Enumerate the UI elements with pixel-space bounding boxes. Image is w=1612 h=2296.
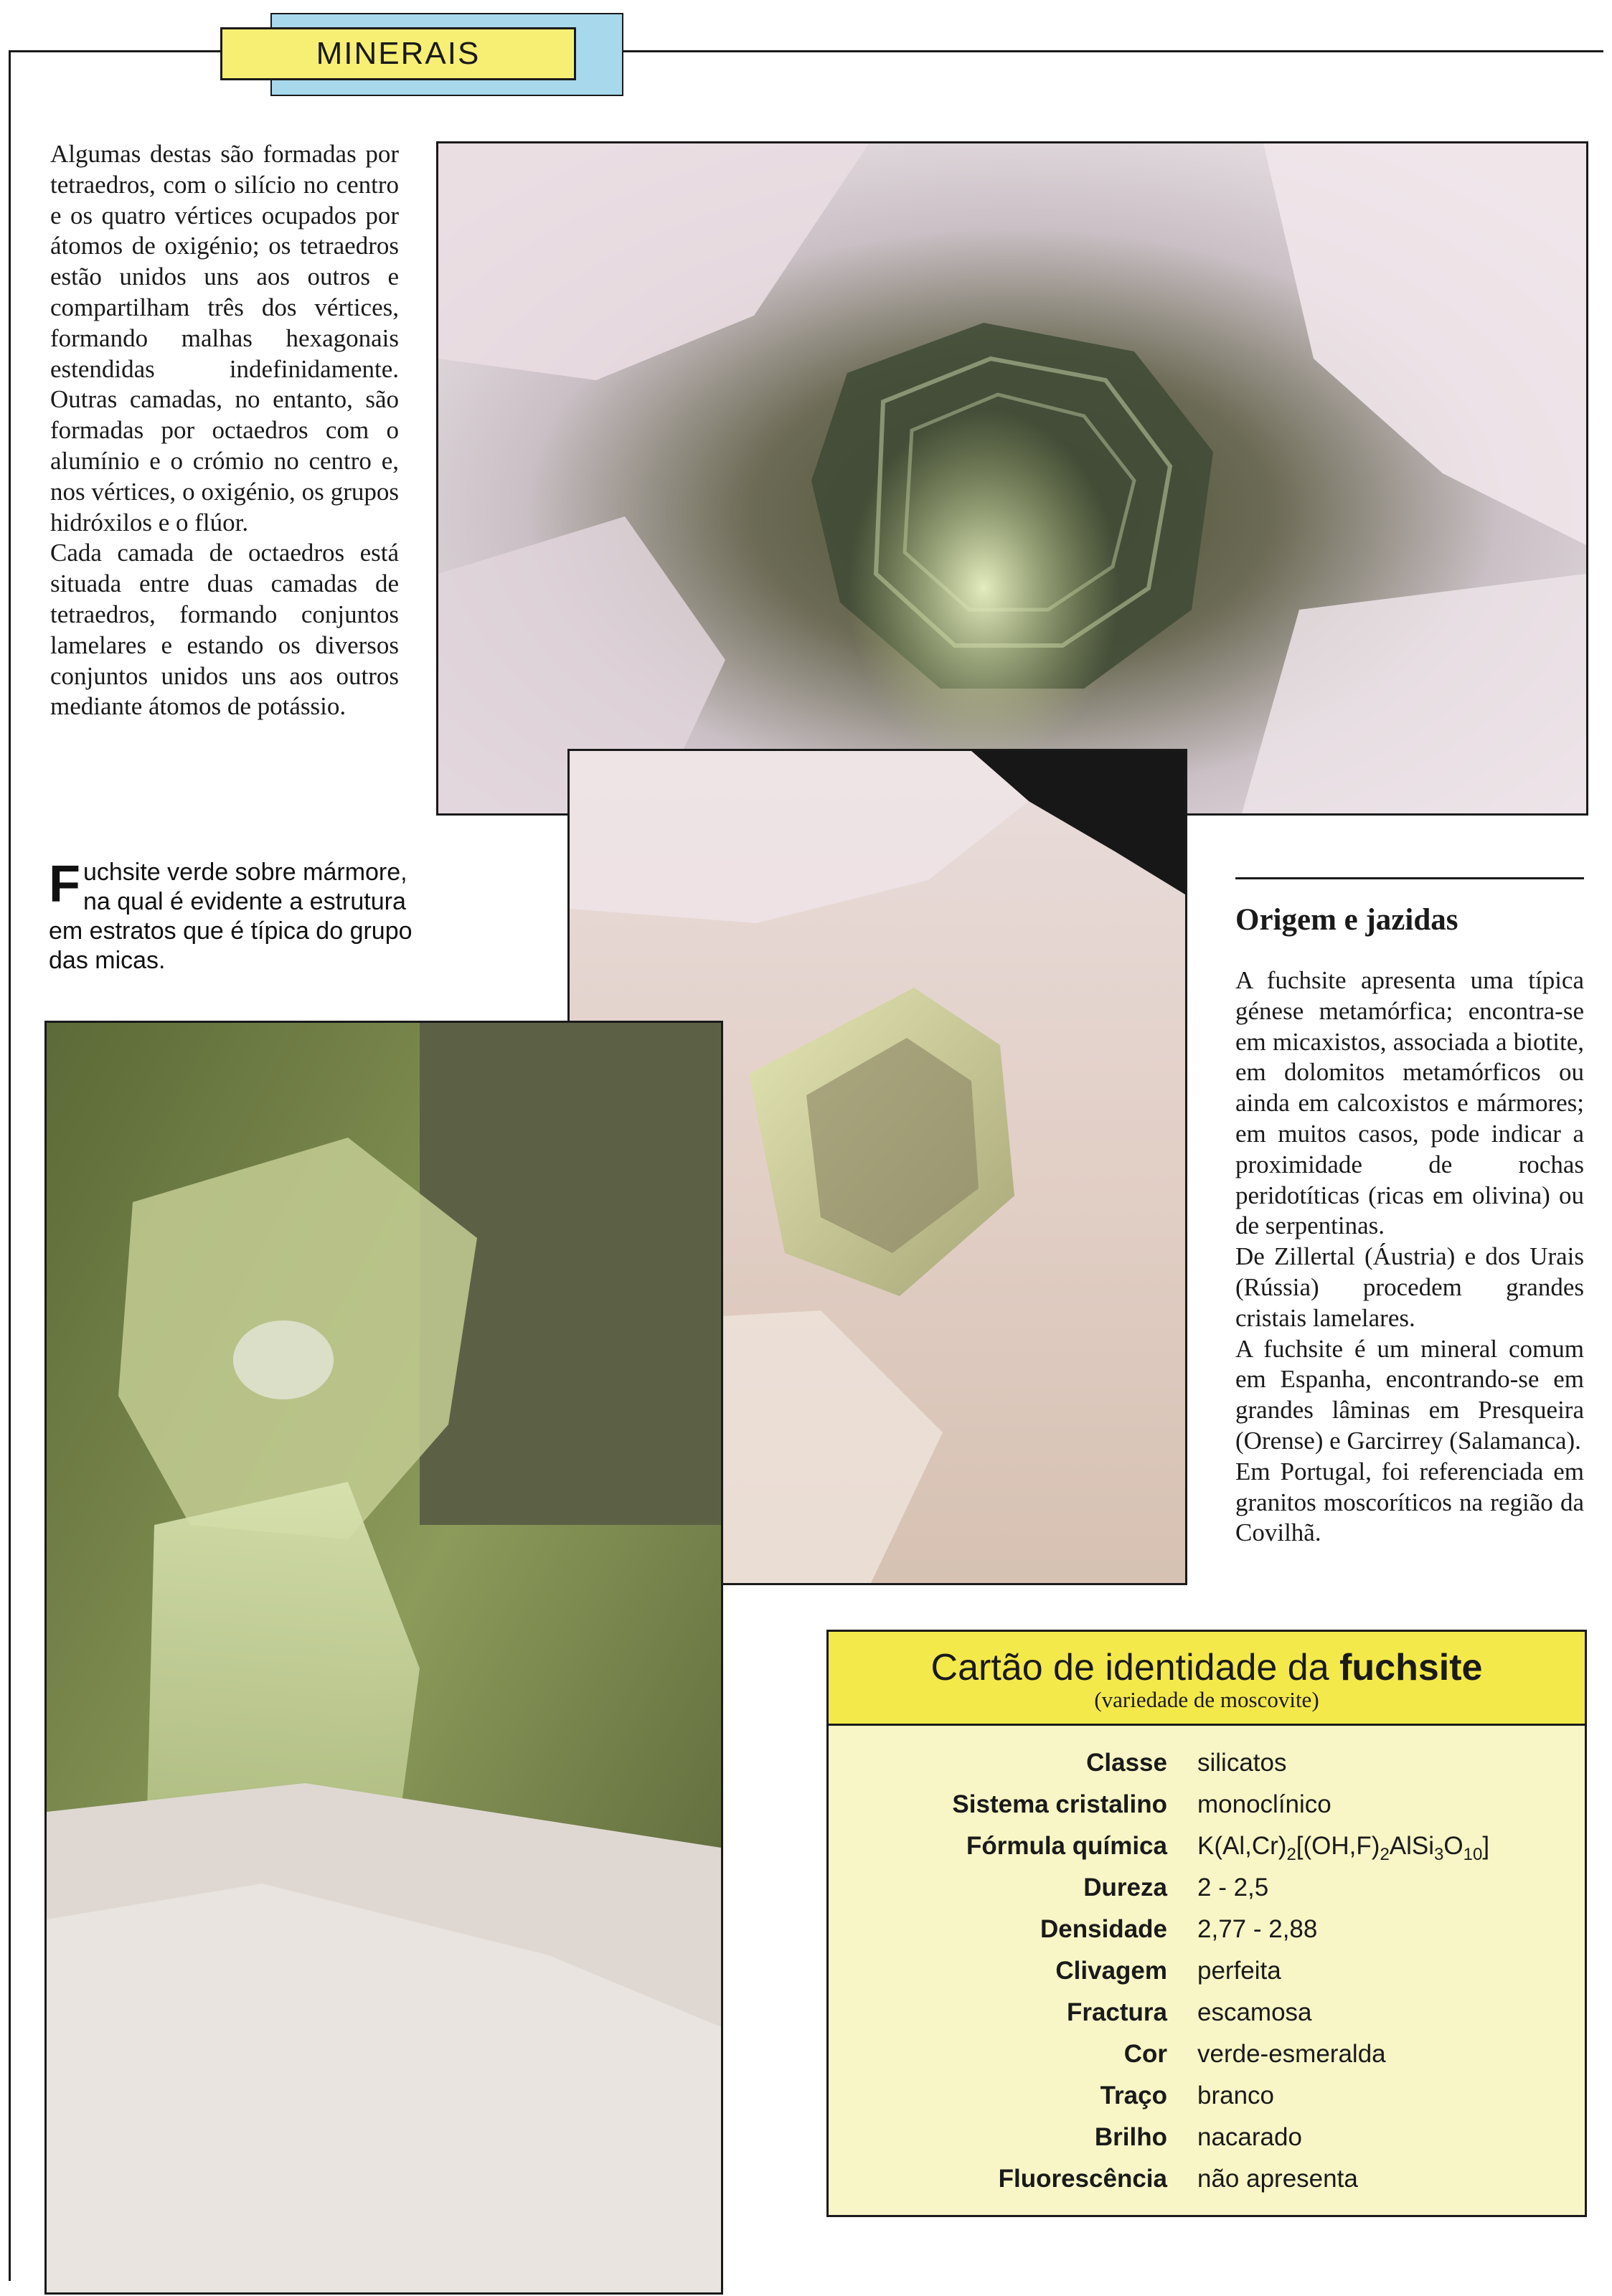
origin-paragraph: Em Portugal, foi referenciada em granitos moscoríticos na região da Covilhã. <box>1235 1457 1584 1547</box>
card-value: escamosa <box>1197 1998 1312 2026</box>
card-row <box>829 1867 1585 1909</box>
intro-text <box>50 139 399 722</box>
intro-paragraph: Algumas destas são formadas por tetraedros, com o silício no centro e os quatro vértices ocupados por átomos de oxigénio; os tetraedros estão unidos uns aos outros e compartilham três dos vértices, formando malhas hexagonais estendidas indefinidamente. Outras camadas, no entanto, são formadas por octaedros com o alumínio e o crómio no centro e, nos vértices, o oxigénio, os grupos hidróxilos e o flúor. <box>50 140 399 537</box>
card-key: Dureza <box>1083 1874 1167 1901</box>
photo-caption <box>49 858 429 975</box>
card-key: Fractura <box>1066 1998 1167 2026</box>
section-tab <box>220 27 576 80</box>
card-row <box>829 2033 1585 2075</box>
origin-paragraph: A fuchsite apresenta uma típica génese metamórfica; encontra-se em micaxistos, associada a biotite, em dolomitos metamórficos ou ainda em calcoxistos e mármores; em muitos casos, pode indicar a proximidade de rochas peridotíticas (ricas em olivina) ou de serpentinas. <box>1235 966 1584 1240</box>
card-value-formula: $K(Al,Cr)_2[(OH,F)_2AlSi_3O_{10}]$ <box>1197 1832 1490 1864</box>
left-margin-rule <box>9 50 11 2281</box>
identity-card-title-mineral: fuchsite <box>1339 1647 1483 1688</box>
photo-fuchsite-closeup <box>44 1021 723 2295</box>
identity-card-header <box>829 1632 1585 1726</box>
card-value: nacarado <box>1197 2123 1302 2151</box>
identity-card-title-prefix: Cartão de identidade da <box>930 1647 1340 1688</box>
intro-paragraph: Cada camada de octaedros está situada entre duas camadas de tetraedros, formando conjuntos lamelares e estando os diversos conjuntos unidos uns aos outros mediante átomos de potássio. <box>50 539 399 721</box>
origin-heading: Origem e jazidas <box>1235 903 1458 937</box>
card-key: Sistema cristalino <box>952 1790 1167 1818</box>
card-value: silicatos <box>1197 1749 1287 1777</box>
card-key: Fórmula química <box>966 1832 1167 1860</box>
card-value: verde-esmeralda <box>1197 2040 1386 2068</box>
card-row <box>829 2117 1585 2158</box>
identity-card-title <box>829 1648 1585 1688</box>
card-row <box>829 2158 1585 2200</box>
origin-rule <box>1235 877 1584 879</box>
card-value: 2 - 2,5 <box>1197 1874 1269 1901</box>
card-key: Cor <box>1123 2040 1167 2068</box>
card-row <box>829 2075 1585 2117</box>
header-rule-right <box>621 50 1603 52</box>
card-key: Brilho <box>1094 2123 1167 2151</box>
card-value: não apresenta <box>1197 2165 1358 2193</box>
caption-dropcap: F <box>49 856 80 913</box>
card-row <box>829 1825 1585 1867</box>
card-value: 2,77 - 2,88 <box>1197 1915 1318 1943</box>
card-row <box>829 1950 1585 1992</box>
photo-fuchsite-closeup-image <box>47 1023 721 2292</box>
card-row <box>829 1784 1585 1825</box>
section-label: MINERAIS <box>316 36 481 71</box>
card-value: perfeita <box>1197 1957 1281 1985</box>
card-key: Fluorescência <box>998 2165 1167 2193</box>
card-value: branco <box>1197 2082 1275 2110</box>
photo-fuchsite-pocket <box>436 141 1588 816</box>
origin-text <box>1235 965 1584 1549</box>
card-row <box>829 1992 1585 2033</box>
card-key: Classe <box>1086 1749 1167 1777</box>
caption-text: uchsite verde sobre mármore, na qual é evidente a estrutura em estratos que é típica do grupo das micas. <box>49 859 413 974</box>
header-rule-left <box>9 50 221 52</box>
card-key: Clivagem <box>1055 1957 1167 1985</box>
card-row <box>829 1909 1585 1950</box>
origin-paragraph: A fuchsite é um mineral comum em Espanha, encontrando-se em grandes lâminas em Presqueira (Orense) e Garcirrey (Salamanca). <box>1235 1334 1584 1455</box>
identity-card-subtitle: (variedade de moscovite) <box>1094 1687 1319 1712</box>
photo-fuchsite-pocket-image <box>438 143 1586 813</box>
card-row <box>829 1742 1585 1784</box>
origin-paragraph: De Zillertal (Áustria) e dos Urais (Rússia) procedem grandes cristais lamelares. <box>1235 1242 1584 1332</box>
card-key: Densidade <box>1040 1915 1167 1943</box>
card-value: monoclínico <box>1197 1790 1331 1818</box>
card-key: Traço <box>1100 2082 1167 2110</box>
identity-card <box>826 1630 1587 2217</box>
